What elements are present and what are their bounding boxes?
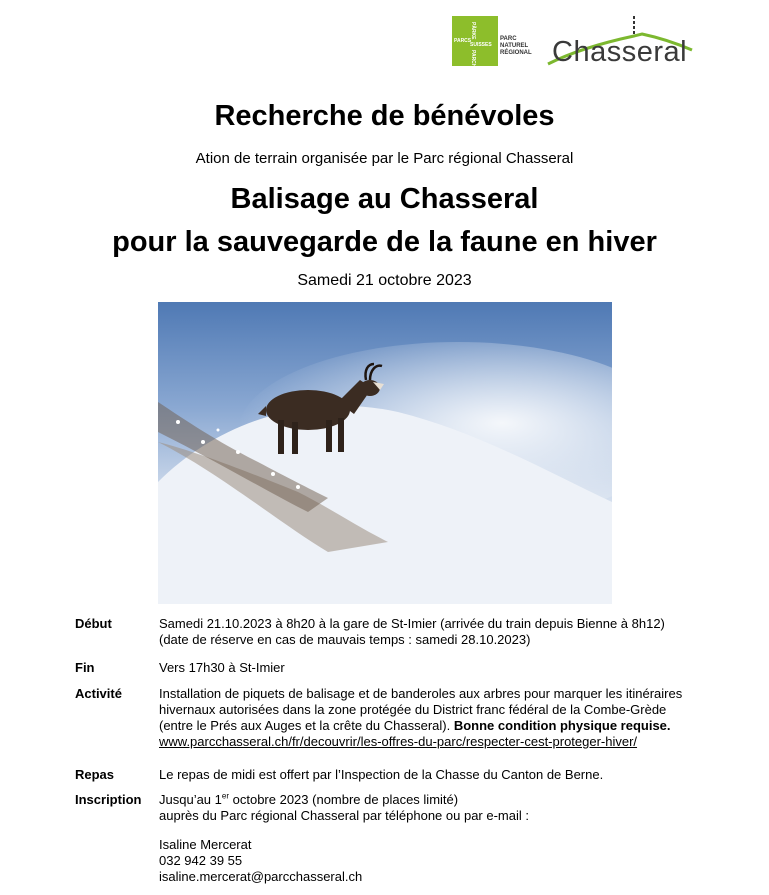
debut-line-1: Samedi 21.10.2023 à 8h20 à la gare de St-Imier (arrivée du train depuis Bienne à 8h12) [159,616,665,631]
debut-line-2: (date de réserve en cas de mauvais temps : samedi 28.10.2023) [159,632,531,647]
value-fin: Vers 17h30 à St-Imier [159,660,285,675]
parcs-word-parchi: PARCHI [470,50,476,69]
inscription-line-2: auprès du Parc régional Chasseral par téléphone ou par e-mail : [159,808,529,823]
chasseral-wordmark: Chasseral [552,36,688,68]
parcs-word-parcs: PARCS [454,38,472,44]
parcs-word-parke: PÄRKE [470,22,476,40]
parcs-word-suisses: SUISSES [470,42,492,48]
activite-line-3 [159,718,719,734]
activite-condition-note: Bonne condition physique requise. [453,718,671,733]
activite-line-3-text: (entre le Prés aux Auges et la crête du Chasseral). [159,718,451,733]
parcs-logo-text [500,36,542,57]
inscription-deadline-b: octobre 2023 (nombre de places limité) [229,792,459,807]
event-date: Samedi 21 octobre 2023 [297,272,472,289]
label-debut: Début [75,616,112,631]
chamois-illustration [158,302,612,604]
inscription-deadline-sup: er [221,791,230,801]
activite-line-1: Installation de piquets de balisage et de banderoles aux arbres pour marquer les itinéraires [159,686,683,701]
parcs-suisses-logo [452,16,542,69]
headline-line-1: Balisage au Chasseral [230,183,539,215]
activite-link[interactable]: www.parcchasseral.ch/fr/decouvrir/les-offres-du-parc/respecter-cest-proteger-hiver/ [159,734,638,749]
headline-line-2: pour la sauvegarde de la faune en hiver [112,226,657,258]
contact-name: Isaline Mercerat [159,837,252,852]
contact-email[interactable]: isaline.mercerat@parcchasseral.ch [159,869,363,884]
label-fin: Fin [75,660,95,675]
value-activite [159,686,719,750]
contact-block [159,837,719,885]
parcs-text-line1: PARC NATUREL [500,36,529,49]
label-activite: Activité [75,686,122,701]
value-debut [159,616,719,648]
chamois-photo [158,302,612,604]
contact-phone[interactable]: 032 942 39 55 [159,853,243,868]
label-inscription: Inscription [75,792,142,807]
inscription-deadline-a: Jusqu’au 1 [159,792,222,807]
page-title: Recherche de bénévoles [214,100,555,132]
parcs-logo-box [452,16,498,69]
parcs-text-line2: RÉGIONAL [500,50,532,56]
label-repas: Repas [75,767,115,782]
chasseral-logo [546,14,696,70]
activite-line-2: hivernaux autorisées dans la zone protégée du District franc fédéral de la Combe-Grède [159,702,667,717]
inscription-line-1 [159,792,719,808]
value-repas: Le repas de midi est offert par l’Inspection de la Chasse du Canton de Berne. [159,767,604,782]
value-inscription [159,792,719,824]
page-subtitle: Ation de terrain organisée par le Parc régional Chasseral [195,150,574,167]
